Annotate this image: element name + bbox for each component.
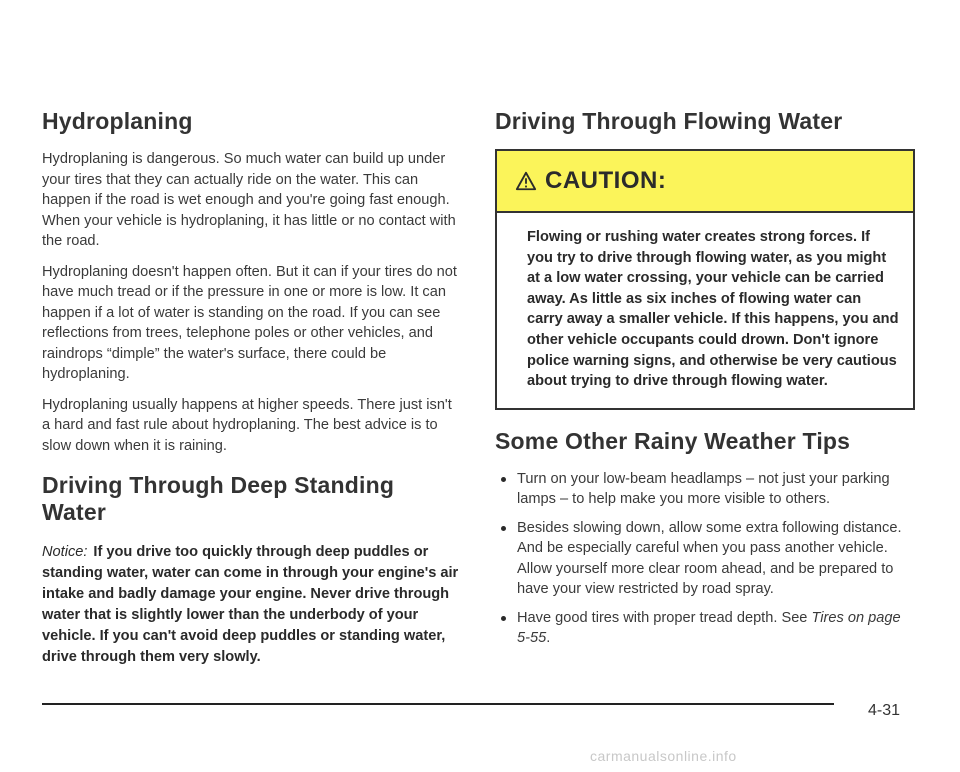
- caution-header: [497, 151, 913, 213]
- hydroplaning-heading: Hydroplaning: [42, 108, 193, 134]
- page-number: 4-31: [868, 702, 901, 719]
- tip-text: Turn on your low-beam headlamps – not just your parking lamps – to help make you more visible to others.: [517, 470, 890, 508]
- bullet-icon: [501, 526, 506, 531]
- warning-triangle-icon: [515, 170, 537, 192]
- caution-title: CAUTION:: [545, 167, 667, 194]
- caution-text: Flowing or rushing water creates strong forces. If you try to drive through flowing water, as you might at a low water crossing, your vehicle can be carried away. As little as six inches of flowing water can carry away a smaller vehicle. If this happens, you and other vehicle occupants could drown. Don't ignore police warning signs, and otherwise be very cautious about trying to drive through flowing water.: [527, 229, 899, 390]
- footer-rule: [42, 703, 834, 705]
- tip-text: Besides slowing down, allow some extra following distance. And be especially careful when you pass another vehicle. Allow yourself more clear room ahead, and be prepared to have your view restricted by road spray.: [517, 519, 902, 598]
- tires-page-reference-link[interactable]: Tires on page 5-55: [517, 609, 901, 647]
- tip-text: Have good tires with proper tread depth. See: [517, 609, 812, 626]
- rainy-tips-heading: Some Other Rainy Weather Tips: [495, 427, 851, 454]
- notice-text: If you drive too quickly through deep puddles or standing water, water can come in through your engine's air intake and badly damage your engine. Never drive through water that is slightly lower than the underbody of your vehicle. If you can't avoid deep puddles or standing water, drive through them very slowly.: [42, 544, 459, 665]
- notice-block: [42, 542, 462, 668]
- hydroplaning-paragraph-2: Hydroplaning doesn't happen often. But it can if your tires do not have much tread or if the pressure in one or more is low. It can happen if a lot of water is standing on the road. If you can see reflections from trees, telephone poles or other vehicles, and raindrops “dimple” the water's surface, there could be hydroplaning.: [42, 263, 457, 382]
- hydroplaning-paragraph-1: Hydroplaning is dangerous. So much water can build up under your tires that they can actually ride on the water. This can happen if the road is wet enough and you're going fast enough. When your vehicle is hydroplaning, it has little or no contact with the road.: [42, 151, 456, 249]
- tip-end: .: [546, 630, 551, 647]
- bullet-icon: [501, 616, 506, 621]
- hydroplaning-paragraph-3: Hydroplaning usually happens at higher speeds. There just isn't a hard and fast rule about hydroplaning. The best advice is to slow down when it is raining.: [42, 396, 452, 454]
- right-column: [495, 108, 915, 657]
- tip-item: [495, 469, 915, 510]
- left-column: [42, 108, 462, 668]
- tip-item: [495, 608, 915, 649]
- watermark: carmanualsonline.info: [590, 748, 737, 764]
- notice-label: Notice:: [42, 544, 88, 560]
- deep-water-heading: Driving Through Deep Standing Water: [42, 472, 395, 525]
- tips-list: [495, 469, 915, 649]
- tip-item: [495, 518, 915, 600]
- caution-box: [495, 149, 915, 410]
- bullet-icon: [501, 477, 506, 482]
- flowing-water-heading: Driving Through Flowing Water: [495, 108, 843, 134]
